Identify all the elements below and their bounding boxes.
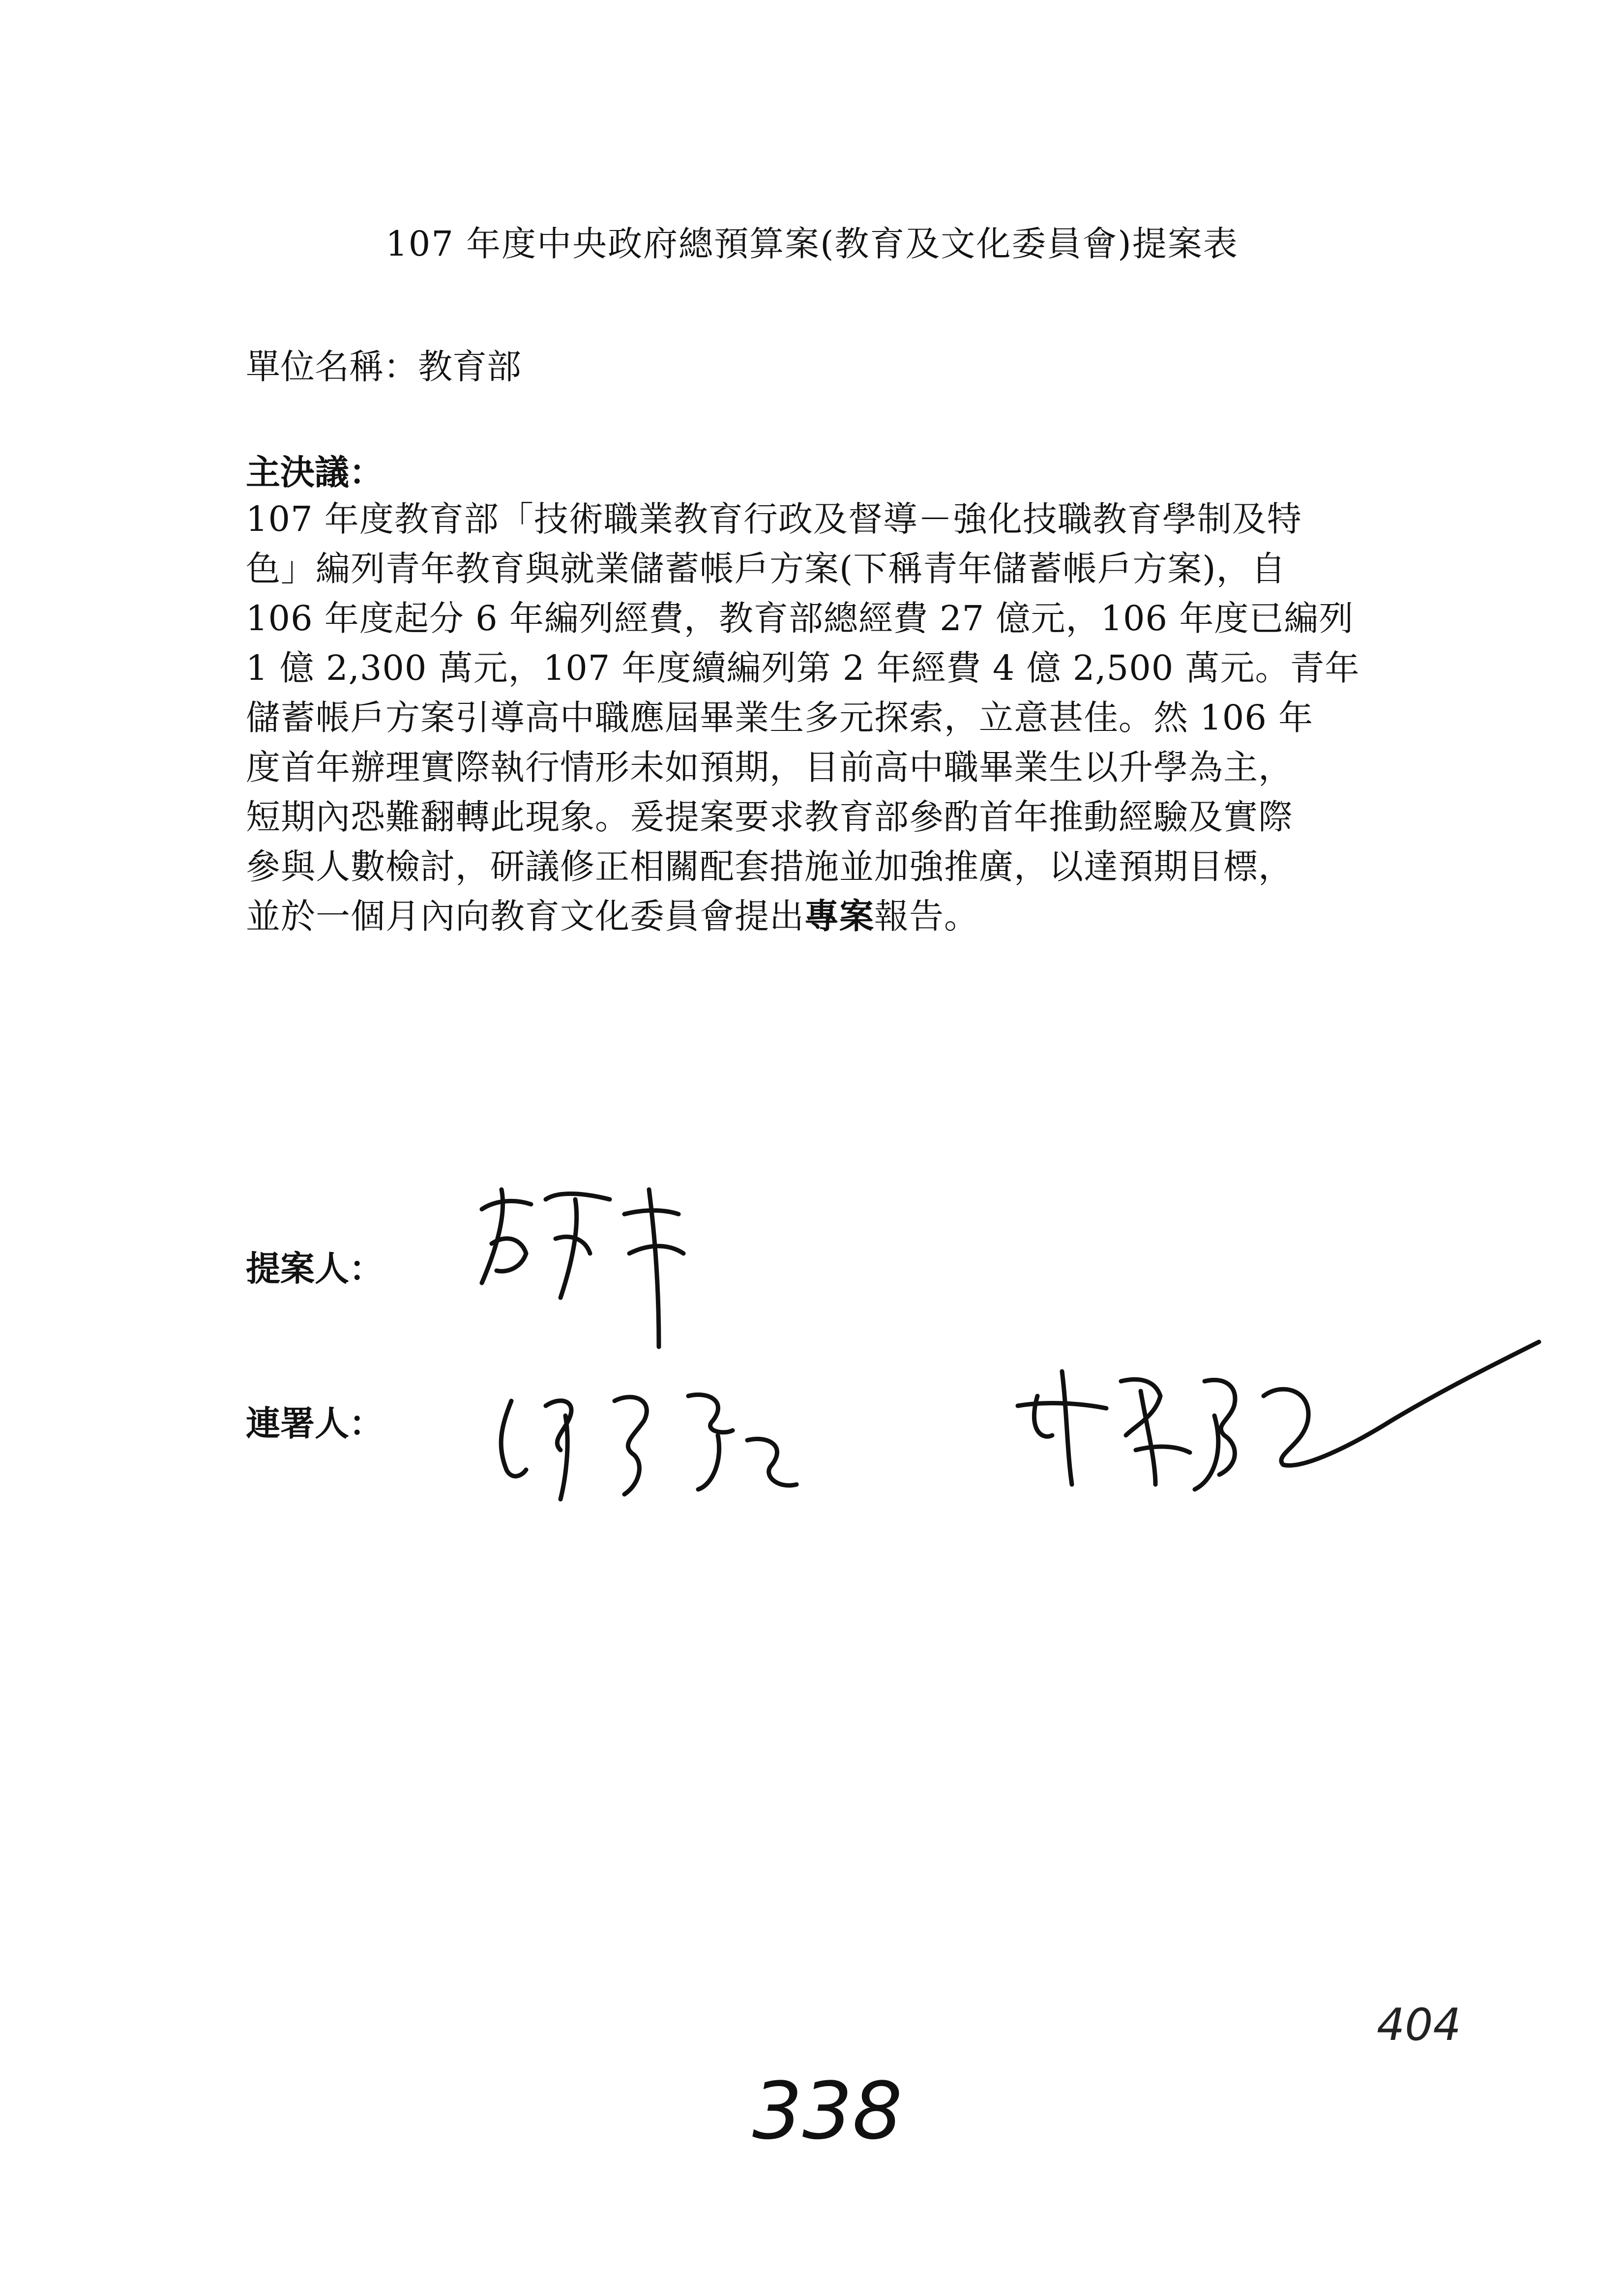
last-line-suffix: 報告。: [874, 896, 979, 936]
decision-body: [246, 492, 1391, 938]
unit-label: 單位名稱：: [246, 347, 418, 387]
cosigner-label: 連署人：: [246, 1403, 384, 1444]
cosigner-signature-1: [492, 1371, 826, 1509]
document-title: 107 年度中央政府總預算案(教育及文化委員會)提案表: [385, 224, 1239, 264]
page-number: [742, 2060, 969, 2158]
corner-number-text: 404: [1377, 1999, 1461, 2051]
decision-line: 儲蓄帳戶方案引導高中職應屆畢業生多元探索，立意甚佳。然 106 年: [246, 698, 1314, 738]
cosigner-signature-2: [1008, 1322, 1549, 1529]
proposer-signature: [462, 1170, 738, 1376]
decision-line: 107 年度教育部「技術職業教育行政及督導－強化技職教育學制及特: [246, 499, 1302, 539]
decision-line: 度首年辦理實際執行情形未如預期，目前高中職畢業生以升學為主，: [246, 747, 1293, 787]
last-line-bold: 專案: [804, 896, 874, 936]
unit-line: [246, 339, 521, 389]
decision-line-last: [246, 889, 1391, 938]
decision-line: 參與人數檢討，研議修正相關配套措施並加強推廣，以達預期目標，: [246, 846, 1293, 887]
corner-number: [1372, 1991, 1500, 2060]
proposer-label: 提案人：: [246, 1248, 384, 1289]
decision-line: 1 億 2,300 萬元，107 年度續編列第 2 年經費 4 億 2,500 萬元。青年: [246, 648, 1360, 688]
decision-line: 色」編列青年教育與就業儲蓄帳戶方案(下稱青年儲蓄帳戶方案)，自: [246, 549, 1286, 589]
page-number-text: 338: [752, 2065, 903, 2157]
decision-line: 短期內恐難翻轉此現象。爰提案要求教育部參酌首年推動經驗及實際: [246, 797, 1293, 837]
unit-value: 教育部: [418, 347, 521, 387]
decision-line: 106 年度起分 6 年編列經費，教育部總經費 27 億元，106 年度已編列: [246, 598, 1354, 639]
decision-heading: 主決議：: [246, 452, 384, 493]
last-line-prefix: 並於一個月內向教育文化委員會提出: [246, 896, 804, 936]
